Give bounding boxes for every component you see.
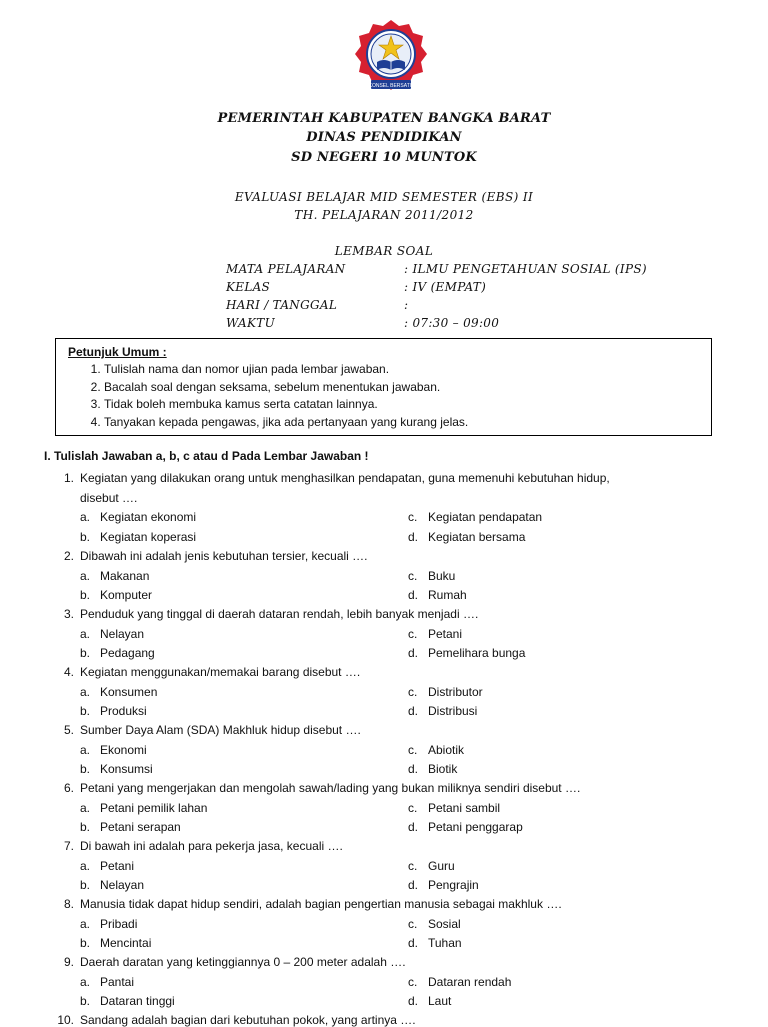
evaluation-title: EVALUASI BELAJAR MID SEMESTER (EBS) II xyxy=(234,190,534,204)
option-c: c. Abiotik xyxy=(408,742,465,757)
general-instructions-box xyxy=(55,338,712,436)
question-text: Petani yang mengerjakan dan mengolah sawah/lading yang bukan miliknya sendiri disebut …. xyxy=(80,781,581,795)
instruction-item: 3. Tidak boleh membuka kamus serta catatan lainnya. xyxy=(104,396,468,414)
question-number: 4. xyxy=(63,665,74,679)
meta-label-date: HARI / TANGGAL xyxy=(226,298,338,312)
question-text: Penduduk yang tinggal di daerah dataran rendah, lebih banyak menjadi …. xyxy=(80,607,479,621)
option-a: a. Nelayan xyxy=(80,626,145,641)
question-number: 8. xyxy=(63,897,74,911)
instruction-item: 4. Tanyakan kepada pengawas, jika ada pertanyaan yang kurang jelas. xyxy=(104,414,468,432)
question-text: Manusia tidak dapat hidup sendiri, adalah bagian pengertian manusia sebagai makhluk …. xyxy=(80,897,562,911)
question-number: 1. xyxy=(63,471,74,485)
section-heading: I. Tulislah Jawaban a, b, c atau d Pada Lembar Jawaban ! xyxy=(44,449,369,463)
option-b: b. Nelayan xyxy=(80,878,145,892)
option-b: b. Dataran tinggi xyxy=(80,994,175,1008)
option-d: d. Tuhan xyxy=(408,936,462,950)
question-number: 2. xyxy=(63,549,74,563)
option-c: c. Dataran rendah xyxy=(408,974,512,989)
option-c: c. Buku xyxy=(408,568,456,583)
header-line-3: SD NEGERI 10 MUNTOK xyxy=(291,150,477,165)
sheet-title: LEMBAR SOAL xyxy=(334,244,434,258)
option-a: a. Petani pemilik lahan xyxy=(80,800,208,815)
option-b: b. Komputer xyxy=(80,588,153,602)
option-a: a. Ekonomi xyxy=(80,742,147,757)
instruction-item: 2. Bacalah soal dengan seksama, sebelum menentukan jawaban. xyxy=(104,379,468,397)
option-c: c. Sosial xyxy=(408,916,461,931)
option-d: d. Biotik xyxy=(408,762,458,776)
header-line-1: PEMERINTAH KABUPATEN BANGKA BARAT xyxy=(217,111,551,126)
question-text: Sumber Daya Alam (SDA) Makhluk hidup disebut …. xyxy=(80,723,361,737)
question-text: Sandang adalah bagian dari kebutuhan pokok, yang artinya …. xyxy=(80,1013,416,1027)
option-b: b. Kegiatan koperasi xyxy=(80,529,197,544)
option-a: a. Pribadi xyxy=(80,916,138,931)
option-c: c. Kegiatan pendapatan xyxy=(408,510,543,524)
option-a: a. Pantai xyxy=(80,974,135,989)
option-d: d. Distribusi xyxy=(408,704,478,718)
option-d: d. Petani penggarap xyxy=(408,820,523,834)
option-c: c. Guru xyxy=(408,858,455,873)
option-c: c. Petani sambil xyxy=(408,800,501,815)
option-a: a. Kegiatan ekonomi xyxy=(80,510,197,524)
meta-value-class: : IV (EMPAT) xyxy=(404,280,487,294)
option-b: b. Mencintai xyxy=(80,936,152,950)
option-a: a. Makanan xyxy=(80,568,150,583)
option-b: b. Pedagang xyxy=(80,646,155,660)
question-number: 10. xyxy=(57,1013,74,1027)
question-number: 6. xyxy=(63,781,74,795)
logo-caption: KONSEL BERSATU xyxy=(368,83,414,89)
option-c: c. Distributor xyxy=(408,684,483,699)
instruction-item: 1. Tulislah nama dan nomor ujian pada lembar jawaban. xyxy=(104,361,468,379)
question-text: Dibawah ini adalah jenis kebutuhan tersier, kecuali …. xyxy=(80,549,368,563)
meta-label-class: KELAS xyxy=(226,280,271,294)
meta-value-time: : 07:30 – 09:00 xyxy=(404,316,500,330)
instructions-title: Petunjuk Umum : xyxy=(68,345,167,359)
option-a: a. Petani xyxy=(80,858,135,873)
question-text: Di bawah ini adalah para pekerja jasa, kecuali …. xyxy=(80,839,343,853)
meta-value-date: : xyxy=(404,298,409,312)
question-text: Daerah daratan yang ketinggiannya 0 – 200 meter adalah …. xyxy=(80,955,406,969)
option-d: d. Pengrajin xyxy=(408,878,479,892)
option-b: b. Konsumsi xyxy=(80,762,153,776)
instructions-list xyxy=(80,361,468,431)
header-line-2: DINAS PENDIDIKAN xyxy=(306,130,462,145)
question-number: 3. xyxy=(63,607,74,621)
option-d: d. Kegiatan bersama xyxy=(408,529,526,544)
option-c: c. Petani xyxy=(408,626,463,641)
option-d: d. Laut xyxy=(408,994,452,1008)
option-b: b. Petani serapan xyxy=(80,820,181,834)
question-text: Kegiatan yang dilakukan orang untuk menghasilkan pendapatan, guna memenuhi kebutuhan hidup, xyxy=(80,471,610,485)
option-d: d. Pemelihara bunga xyxy=(408,646,526,660)
question-number: 5. xyxy=(63,723,74,737)
question-number: 9. xyxy=(63,955,74,969)
option-d: d. Rumah xyxy=(408,588,467,602)
question-number: 7. xyxy=(63,839,74,853)
option-b: b. Produksi xyxy=(80,704,147,718)
option-a: a. Konsumen xyxy=(80,684,158,699)
academic-year: TH. PELAJARAN 2011/2012 xyxy=(294,208,474,222)
question-text: Kegiatan menggunakan/memakai barang disebut …. xyxy=(80,665,361,679)
meta-label-subject: MATA PELAJARAN xyxy=(226,262,346,276)
meta-label-time: WAKTU xyxy=(226,316,275,330)
meta-value-subject: : ILMU PENGETAHUAN SOSIAL (IPS) xyxy=(404,262,647,276)
school-logo xyxy=(355,18,427,98)
